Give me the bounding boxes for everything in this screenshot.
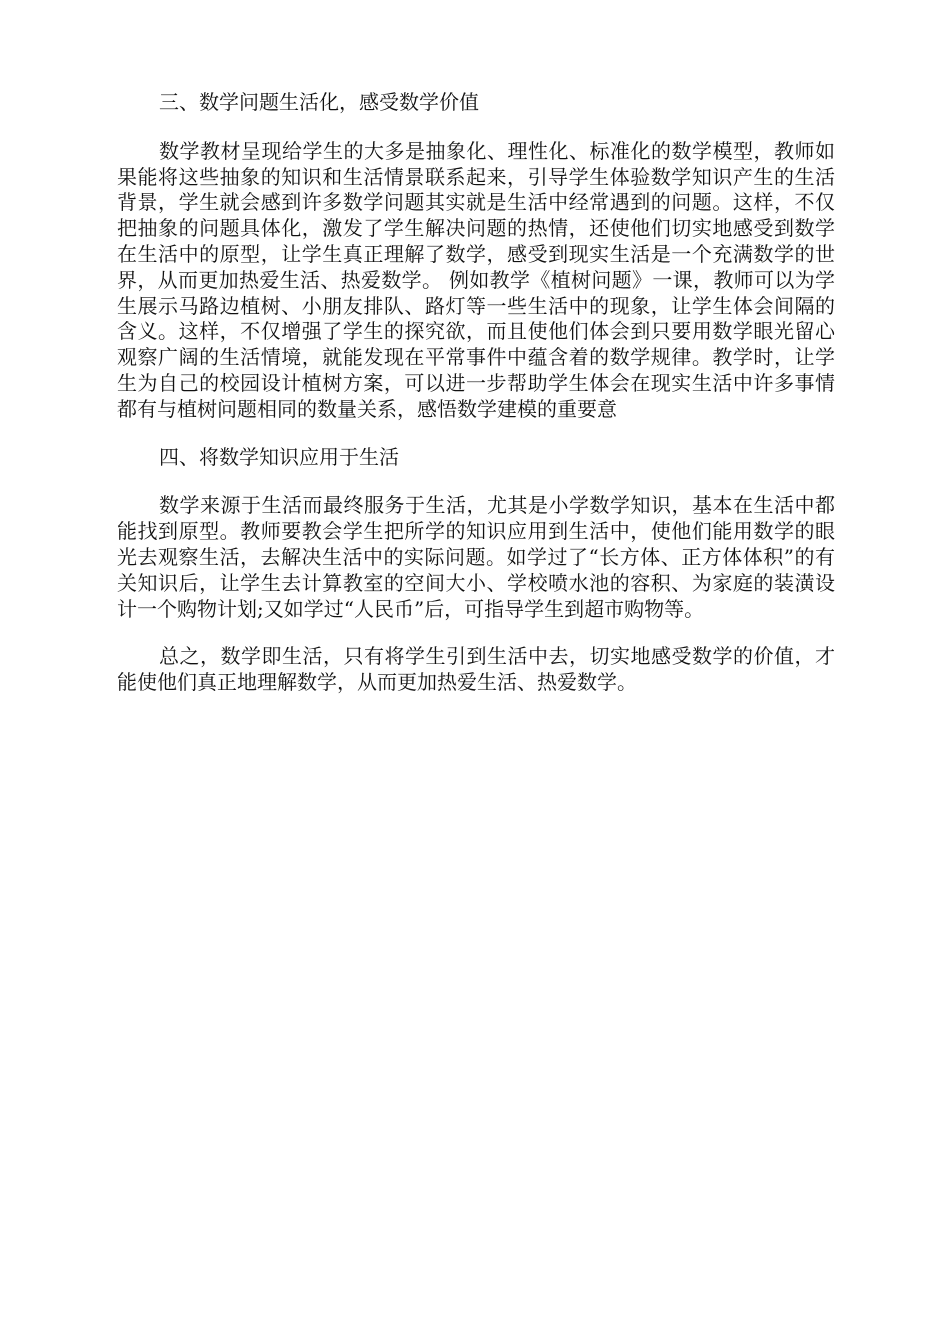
section-heading-4: 四、将数学知识应用于生活: [159, 444, 399, 469]
spacer: [117, 423, 835, 445]
spacer: [117, 470, 835, 493]
section-heading-3: 三、数学问题生活化，感受数学价值: [159, 90, 479, 114]
spacer: [117, 622, 835, 644]
section-paragraph-3: 数学教材呈现给学生的大多是抽象化、理性化、标准化的数学模型，教师如果能将这些抽象的知识和生活情景联系起来，引导学生体验数学知识产生的生活背景，学生就会感到许多数学问题其实就是生活中经常遇到的问题。这样，不仅把抽象的问题具体化，激发了学生解决问题的热情，还使他们切实地感受到数学在生活中的原型，让学生真正理解了数学，感受到现实生活是一个充满数学的世界，从而更加热爱生活、热爱数学。 例如教学《植树问题》一课，教师可以为学生展示马路边植树、小朋友排队、路灯等一些生活中的现象，让学生体会间隔的含义。这样，不仅增强了学生的探究欲，而且使他们体会到只要用数学眼光留心观察广阔的生活情境，就能发现在平常事件中蕴含着的数学规律。教学时，让学生为自己的校园设计植树方案，可以进一步帮助学生体会在现实生活中许多事情都有与植树问题相同的数量关系，感悟数学建模的重要意: [117, 138, 835, 421]
conclusion-paragraph: 总之，数学即生活，只有将学生引到生活中去，切实地感受数学的价值，才能使他们真正地理解数学，从而更加热爱生活、热爱数学。: [117, 644, 835, 695]
spacer: [117, 116, 835, 139]
section-paragraph-4: 数学来源于生活而最终服务于生活，尤其是小学数学知识，基本在生活中都能找到原型。教师要教会学生把所学的知识应用到生活中，使他们能用数学的眼光去观察生活，去解决生活中的实际问题。如学过了“长方体、正方体体积”的有关知识后，让学生去计算教室的空间大小、学校喷水池的容积、为家庭的装潢设计一个购物计划;又如学过“人民币”后，可指导学生到超市购物等。: [117, 493, 835, 621]
document-page: [117, 90, 835, 696]
